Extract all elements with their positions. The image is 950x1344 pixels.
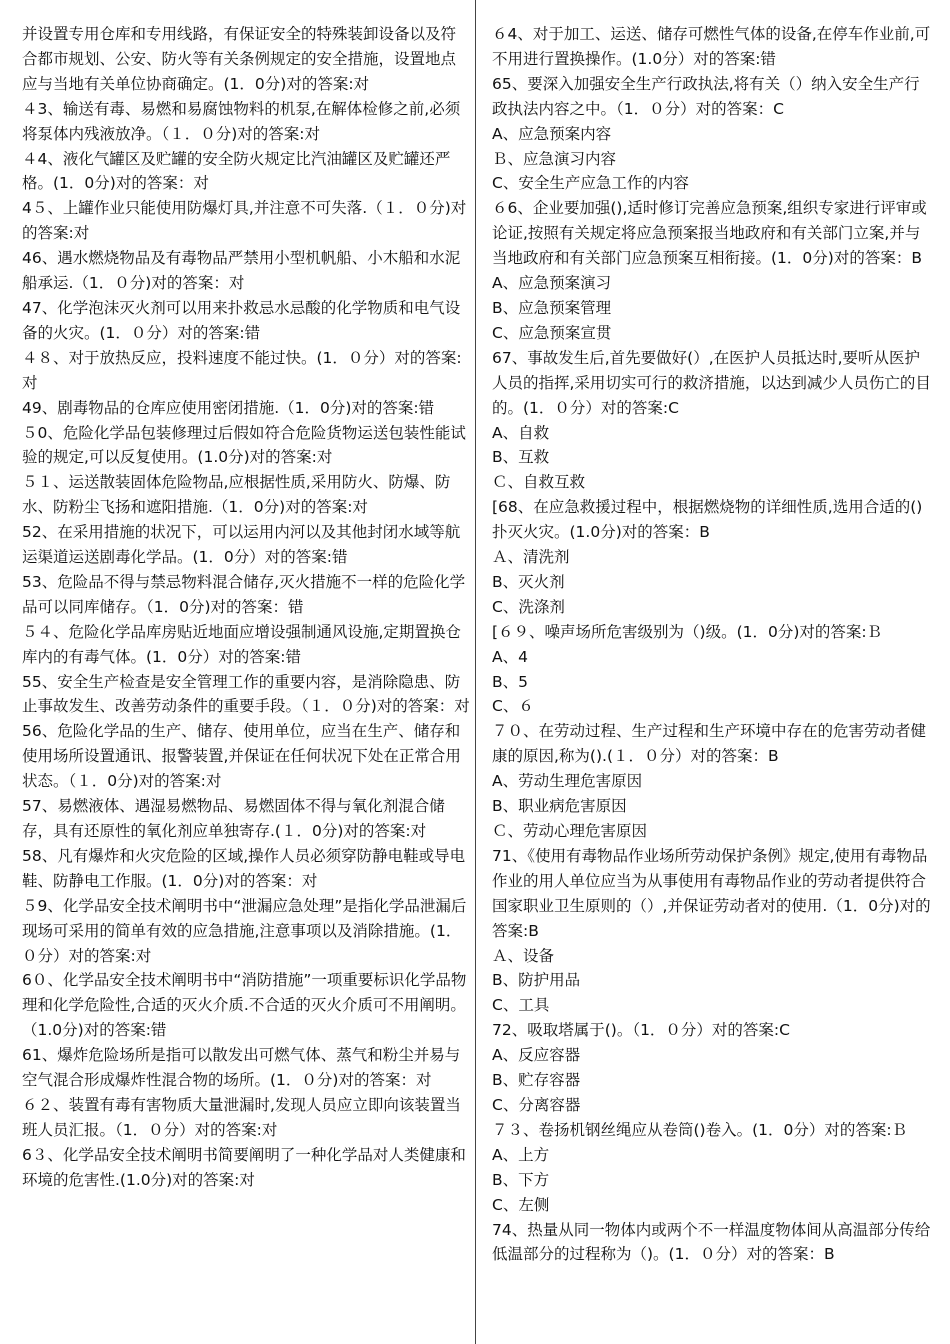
answer-option: A、上方	[492, 1145, 550, 1164]
question-text: ５４、危险化学品库房贴近地面应增设强制通风设施,定期置换仓库内的有毒气体。(1．0分）对的答案:错	[22, 622, 461, 666]
question-text: ７０、在劳动过程、生产过程和生产环境中存在的危害劳动者健康的原因,称为().(１．０分）对的答案：B	[492, 722, 927, 766]
answer-option: B、应急预案管理	[492, 298, 612, 317]
question-text: 47、化学泡沫灭火剂可以用来扑救忌水忌酸的化学物质和电气设备的火灾。(1．０分）对的答案:错	[22, 298, 461, 342]
answer-option: B、贮存容器	[492, 1071, 581, 1090]
question-text: 72、吸取塔属于()。（1．０分）对的答案:C	[492, 1021, 790, 1040]
answer-option: C、６	[492, 697, 534, 716]
right-column	[492, 22, 932, 1267]
answer-option: Ｃ、自救互救	[492, 473, 586, 492]
answer-option: B、防护用品	[492, 971, 581, 990]
question-text: 4５、上罐作业只能使用防爆灯具,并注意不可失落.（１．０分)对的答案:对	[22, 199, 467, 243]
answer-option: C、安全生产应急工作的内容	[492, 174, 689, 193]
question-text: 52、在采用措施的状况下，可以运用内河以及其他封闭水域等航运渠道运送剧毒化学品。(1．0分）对的答案:错	[22, 523, 461, 567]
question-text: 49、剧毒物品的仓库应使用密闭措施.（1．0分)对的答案:错	[22, 398, 435, 417]
answer-option: C、分离容器	[492, 1095, 581, 1114]
question-text: 53、危险品不得与禁忌物料混合储存,灭火措施不一样的危险化学品可以同库储存。（1．0分)对的答案：错	[22, 572, 466, 616]
answer-option: A、自救	[492, 423, 550, 442]
answer-option: A、应急预案演习	[492, 274, 612, 293]
answer-option: A、反应容器	[492, 1046, 581, 1065]
question-text: ５9、化学品安全技术阐明书中“泄漏应急处理”是指化学品泄漏后现场可采用的简单有效的应急措施,注意事项以及消除措施。(1．０分）对的答案:对	[22, 896, 467, 965]
question-text: 56、危险化学品的生产、储存、使用单位，应当在生产、储存和使用场所设置通讯、报警装置,并保证在任何状况下处在正常合用状态。（１．0分)对的答案:对	[22, 722, 461, 791]
left-column	[22, 22, 470, 1193]
question-text: 6０、化学品安全技术阐明书中“消防措施”一项重要标识化学品物理和化学危险性,合适的灭火介质.不合适的灭火介质可不用阐明。（1.0分)对的答案:错	[22, 971, 467, 1040]
question-text: ４4、液化气罐区及贮罐的安全防火规定比汽油罐区及贮罐还严格。(1．0分)对的答案：对	[22, 149, 451, 193]
question-text: ４８、对于放热反应，投料速度不能过快。(1．０分）对的答案:对	[22, 348, 462, 392]
answer-option: Ａ、清洗剂	[492, 548, 570, 567]
answer-option: B、下方	[492, 1170, 550, 1189]
answer-option: B、5	[492, 672, 528, 691]
question-text: 58、凡有爆炸和火灾危险的区域,操作人员必须穿防静电鞋或导电鞋、防静电工作服。(1．0分)对的答案：对	[22, 846, 466, 890]
answer-option: C、洗涤剂	[492, 597, 565, 616]
answer-option: C、工具	[492, 996, 550, 1015]
question-text: ６6、企业要加强(),适时修订完善应急预案,组织专家进行评审或论证,按照有关规定将应急预案报当地政府和有关部门立案,并与当地政府和有关部门应急预案互相衔接。(1．0分)对的答案：B	[492, 199, 927, 268]
column-divider	[475, 0, 476, 1344]
question-text: ４3、输送有毒、易燃和易腐蚀物料的机泵,在解体检修之前,必须将泵体内残液放净。（１．０分)对的答案:对	[22, 99, 461, 143]
question-text: ５１、运送散装固体危险物品,应根据性质,采用防火、防爆、防水、防粉尘飞扬和遮阳措施.（1．0分)对的答案:对	[22, 473, 451, 517]
answer-option: A、4	[492, 647, 528, 666]
question-text: 67、事故发生后,首先要做好(）,在医护人员抵达时,要听从医护人员的指挥,采用切实可行的救济措施，以达到减少人员伤亡的目的。(1．０分）对的答案:C	[492, 348, 931, 417]
answer-option: C、应急预案宣贯	[492, 323, 612, 342]
question-text: ５0、危险化学品包装修理过后假如符合危险货物运送包装性能试验的规定,可以反复使用。(1.0分)对的答案:对	[22, 423, 466, 467]
answer-option: A、劳动生理危害原因	[492, 772, 643, 791]
answer-option: C、左侧	[492, 1195, 550, 1214]
question-text: 并设置专用仓库和专用线路，有保证安全的特殊装卸设备以及符合都市规划、公安、防火等有关条例规定的安全措施，设置地点应与当地有关单位协商确定。(1．0分)对的答案:对	[22, 25, 457, 93]
question-text: 74、热量从同一物体内或两个不一样温度物体间从高温部分传给低温部分的过程称为（)。(1．０分）对的答案：B	[492, 1220, 931, 1264]
question-text: 46、遇水燃烧物品及有毒物品严禁用小型机帆船、小木船和水泥船承运.（1．０分)对的答案：对	[22, 249, 461, 293]
question-text: 65、要深入加强安全生产行政执法,将有关（）纳入安全生产行政执法内容之中。（1．０分）对的答案：C	[492, 74, 920, 118]
question-text: 71、《使用有毒物品作业场所劳动保护条例》规定,使用有毒物品作业的用人单位应当为从事使用有毒物品作业的劳动者提供符合国家职业卫生原则的（）,并保证劳动者对的使用.（1．0分)对的答案:B	[492, 846, 931, 940]
answer-option: Ａ、设备	[492, 946, 555, 965]
question-text: 61、爆炸危险场所是指可以散发出可燃气体、蒸气和粉尘并易与空气混合形成爆炸性混合物的场所。(1．０分)对的答案：对	[22, 1046, 461, 1090]
answer-option: A、应急预案内容	[492, 124, 612, 143]
question-text: ６２、装置有毒有害物质大量泄漏时,发现人员应立即向该装置当班人员汇报。（1．０分）对的答案:对	[22, 1095, 461, 1139]
question-text: 55、安全生产检查是安全管理工作的重要内容，是消除隐患、防止事故发生、改善劳动条件的重要手段。（１．０分)对的答案：对	[22, 672, 470, 716]
answer-option: B、互救	[492, 448, 550, 467]
question-text: 6３、化学品安全技术阐明书简要阐明了一种化学品对人类健康和环境的危害性.(1.0分)对的答案:对	[22, 1145, 466, 1189]
question-text: [６９、噪声场所危害级别为（)级。(1．0分)对的答案:Ｂ	[492, 622, 883, 641]
question-text: ７３、卷扬机钢丝绳应从卷筒()卷入。(1．0分）对的答案:Ｂ	[492, 1120, 908, 1139]
question-text: 57、易燃液体、遇湿易燃物品、易燃固体不得与氧化剂混合储存，具有还原性的氧化剂应单独寄存.(１．0分)对的答案:对	[22, 797, 445, 840]
answer-option: Ｃ、劳动心理危害原因	[492, 822, 648, 840]
answer-option: Ｂ、应急演习内容	[492, 149, 617, 168]
answer-option: B、职业病危害原因	[492, 797, 627, 816]
question-text: ６4、对于加工、运送、储存可燃性气体的设备,在停车作业前,可不用进行置换操作。(1.0分）对的答案:错	[492, 25, 931, 68]
question-text: [68、在应急救援过程中，根据燃烧物的详细性质,选用合适的()扑灭火灾。(1.0分)对的答案：B	[492, 498, 923, 542]
answer-option: B、灭火剂	[492, 572, 565, 591]
